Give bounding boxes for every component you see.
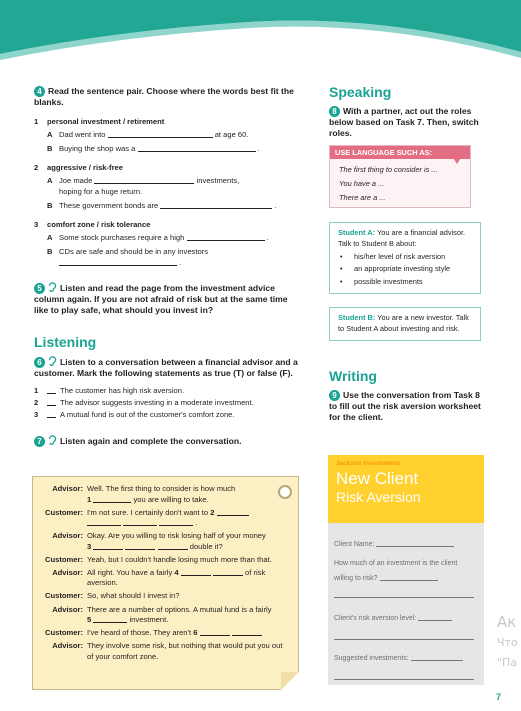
answer-blank[interactable] bbox=[93, 615, 127, 623]
answer-blank[interactable] bbox=[47, 386, 56, 394]
pair-title: 3 comfort zone / risk tolerance bbox=[34, 220, 151, 229]
sentence-line: B Buying the shop was a . bbox=[47, 144, 260, 153]
sentence-continuation: . bbox=[34, 257, 302, 268]
sentence-line: A Dad went into at age 60. bbox=[47, 130, 249, 139]
student-b-card: Student B: You are a new investor. Talk to Student A about investing and risk. bbox=[329, 307, 481, 341]
suggested-investments-field[interactable] bbox=[411, 653, 463, 661]
risk-level-field-2[interactable] bbox=[334, 632, 474, 640]
risk-amount-field[interactable] bbox=[380, 573, 438, 581]
answer-blank[interactable] bbox=[47, 410, 56, 418]
listening-heading: Listening bbox=[34, 334, 97, 350]
language-item: You have a ... bbox=[339, 179, 385, 188]
conversation-line: Advisor: Well. The first thing to consider is how much 1 you are willing to take. bbox=[52, 484, 236, 504]
answer-blank[interactable] bbox=[138, 144, 256, 152]
worksheet-subtitle: Risk Aversion bbox=[336, 489, 421, 505]
note-folded-corner bbox=[281, 672, 299, 690]
language-box-header: USE LANGUAGE SUCH AS: bbox=[330, 146, 470, 159]
language-box bbox=[329, 145, 471, 208]
conversation-line: Customer: I'm not sure. I certainly don't want to 2 . bbox=[37, 508, 287, 529]
task-number-badge: 4 bbox=[34, 86, 45, 97]
audio-icon bbox=[48, 356, 57, 366]
list-item: • an appropriate investing style bbox=[338, 264, 472, 275]
answer-blank[interactable] bbox=[94, 176, 194, 184]
conversation-line: Customer: I've heard of those. They aren't 6 bbox=[37, 628, 287, 639]
answer-blank[interactable] bbox=[59, 258, 177, 266]
answer-blank[interactable] bbox=[159, 518, 193, 526]
conversation-line: Advisor: There are a number of options. A mutual fund is a fairly 5 investment. bbox=[52, 604, 272, 625]
audio-icon bbox=[48, 282, 57, 292]
list-item: • his/her level of risk aversion bbox=[338, 252, 472, 263]
language-item: The first thing to consider is ... bbox=[339, 165, 438, 174]
true-false-item: 2 The advisor suggests investing in a moderate investment. bbox=[34, 398, 254, 407]
left-column bbox=[34, 86, 302, 447]
worksheet-fields: Client Name: How much of an investment is the client willing to risk? Client's risk aversion level: Suggested investments: bbox=[328, 523, 484, 693]
overlay-text: Что bbox=[497, 636, 518, 649]
answer-blank[interactable] bbox=[93, 542, 123, 550]
conversation bbox=[37, 484, 287, 665]
speech-tail-icon bbox=[452, 156, 462, 164]
sentence-line: A Joe made investments, bbox=[47, 176, 240, 185]
answer-blank[interactable] bbox=[47, 398, 56, 406]
answer-blank[interactable] bbox=[87, 518, 121, 526]
sentence-line: B These government bonds are . bbox=[47, 201, 277, 210]
answer-blank[interactable] bbox=[187, 233, 265, 241]
language-item: There are a ... bbox=[339, 193, 386, 202]
answer-blank[interactable] bbox=[213, 568, 243, 576]
conversation-note bbox=[32, 476, 299, 690]
student-a-card: Student A: You are a financial advisor. Talk to Student B about: • his/her level of risk aversion • an appropriate investing style • possible investments bbox=[329, 222, 481, 294]
overlay-text: "Па bbox=[497, 656, 518, 669]
sentence-line: A Some stock purchases require a high . bbox=[47, 233, 269, 242]
answer-blank[interactable] bbox=[160, 201, 272, 209]
worksheet-title: New Client bbox=[336, 469, 419, 488]
task-7-instruction: 7 Listen again and complete the conversation. bbox=[34, 435, 302, 447]
task-8-instruction: 8 With a partner, act out the roles below based on Task 7. Then, switch roles. bbox=[329, 106, 479, 138]
answer-blank[interactable] bbox=[123, 518, 157, 526]
answer-blank[interactable] bbox=[108, 130, 213, 138]
suggested-investments-field-2[interactable] bbox=[334, 672, 474, 680]
answer-blank[interactable] bbox=[125, 542, 155, 550]
task-9-instruction: 9 Use the conversation from Task 8 to fill out the risk aversion worksheet for the client. bbox=[329, 389, 481, 422]
list-item: • possible investments bbox=[338, 277, 472, 288]
pair-title: 2 aggressive / risk-free bbox=[34, 163, 123, 172]
conversation-line: Customer: Yeah, but I couldn't handle losing much more than that. bbox=[45, 554, 272, 564]
task-number-badge: 6 bbox=[34, 357, 45, 368]
risk-aversion-worksheet bbox=[328, 455, 484, 685]
worksheet-brand: Jackson Investments bbox=[336, 460, 401, 467]
task-number-badge: 8 bbox=[329, 106, 340, 117]
task-4-instruction: 4 Read the sentence pair. Choose where the words best fit the blanks. bbox=[34, 86, 294, 107]
right-column bbox=[329, 84, 489, 423]
answer-blank[interactable] bbox=[181, 568, 211, 576]
audio-icon bbox=[48, 435, 57, 445]
task-6-instruction: 6 Listen to a conversation between a financial advisor and a customer. Mark the following statements as true (T) or false (F). bbox=[34, 357, 298, 378]
task-number-badge: 5 bbox=[34, 283, 45, 294]
speaking-heading: Speaking bbox=[329, 84, 392, 100]
conversation-line: Advisor: All right. You have a fairly 4 of risk aversion. bbox=[52, 567, 266, 588]
page-number: 7 bbox=[496, 692, 502, 702]
overlay-text: Ак bbox=[497, 613, 517, 631]
true-false-item: 1 The customer has high risk aversion. bbox=[34, 386, 185, 395]
pair-title: 1 personal investment / retirement bbox=[34, 117, 165, 126]
client-name-field[interactable] bbox=[376, 539, 454, 547]
risk-level-field[interactable] bbox=[418, 613, 452, 621]
writing-heading: Writing bbox=[329, 367, 377, 384]
conversation-line: Advisor: They involve some risk, but nothing that would put you out of your comfort zone. bbox=[52, 641, 283, 661]
conversation-line: Advisor: Okay. Are you willing to risk losing half of your money 3 double it? bbox=[52, 531, 266, 551]
risk-amount-field-2[interactable] bbox=[334, 590, 474, 598]
true-false-item: 3 A mutual fund is out of the customer's comfort zone. bbox=[34, 410, 235, 419]
task-number-badge: 9 bbox=[329, 390, 340, 401]
top-banner bbox=[0, 0, 521, 60]
answer-blank[interactable] bbox=[93, 495, 131, 503]
sentence-line: B CDs are safe and should be in any investors bbox=[47, 247, 209, 256]
worksheet-header bbox=[328, 455, 484, 523]
true-false-list bbox=[34, 386, 302, 419]
sentence-continuation: hoping for a huge return. bbox=[59, 187, 143, 196]
answer-blank[interactable] bbox=[200, 628, 230, 636]
task-number-badge: 7 bbox=[34, 436, 45, 447]
student-a-points bbox=[338, 252, 472, 288]
answer-blank[interactable] bbox=[232, 628, 262, 636]
answer-blank[interactable] bbox=[158, 542, 188, 550]
task-5-instruction: 5 Listen and read the page from the investment advice column again. If you are not afraid of risk but at the same time like to play safe, what should you invest in? bbox=[34, 283, 288, 315]
answer-blank[interactable] bbox=[217, 508, 249, 516]
conversation-line: Customer: So, what should I invest in? bbox=[45, 591, 180, 601]
